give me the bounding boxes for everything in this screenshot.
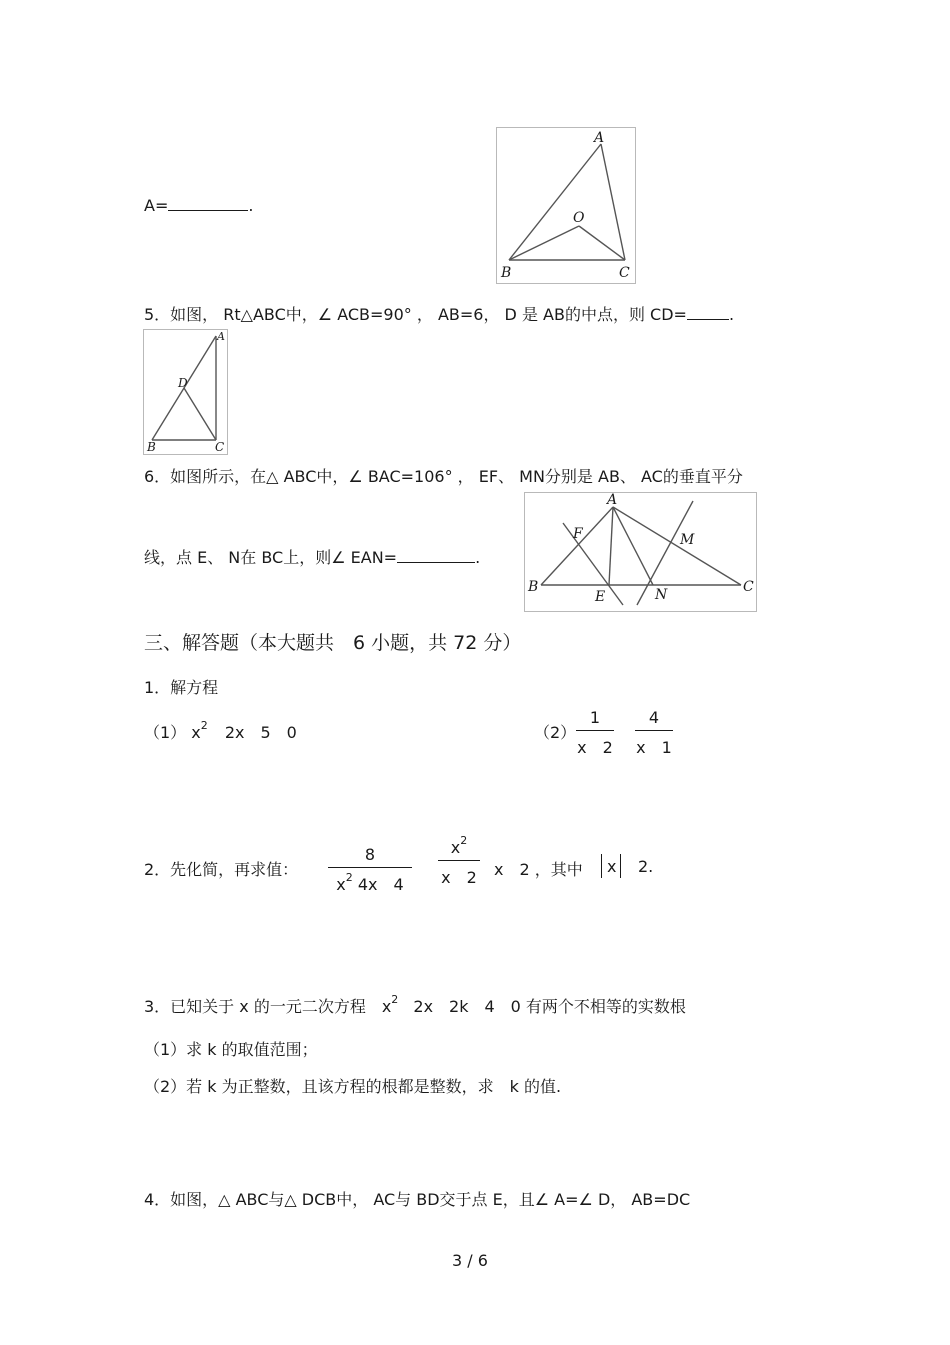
label-m: M: [680, 532, 695, 548]
fraction-bar: [635, 730, 673, 731]
label-a: A: [607, 493, 618, 508]
numerator: 4: [648, 708, 660, 727]
fraction-1: [576, 708, 614, 758]
problem-1-title: 1．解方程: [144, 678, 219, 697]
exponent: 2: [200, 719, 208, 732]
figure-perpendicular-bisectors: [524, 492, 757, 612]
figure-right-triangle: [143, 329, 228, 455]
fraction-2: [635, 708, 673, 758]
figure-triangle-abc-o: [496, 127, 636, 284]
question-6-line2-text: 线，点 E、 N在 BC上，则∠ EAN=: [144, 548, 398, 567]
q4-answer-line: [144, 196, 253, 215]
label-c: C: [743, 579, 754, 595]
fraction-1: [328, 845, 412, 895]
problem-1-part-1: [144, 720, 297, 743]
label-e: E: [595, 589, 606, 605]
problem-4: 4．如图，△ ABC与△ DCB中， AC与 BD交于点 E，且∠ A=∠ D， AB=DC: [144, 1190, 691, 1209]
exponent: 2: [391, 993, 399, 1006]
question-6-line2: [144, 545, 480, 568]
question-6-end: .: [475, 548, 481, 567]
problem-1-part-2-label: （2）: [534, 723, 577, 742]
label-o: O: [573, 210, 585, 226]
part-label: （1）: [144, 723, 187, 742]
label-b: B: [501, 265, 512, 281]
label-a: A: [217, 330, 225, 343]
problem-2-after: x 2 ，其中: [494, 860, 583, 879]
label-d: D: [178, 376, 188, 390]
question-5-end: .: [728, 305, 735, 324]
question-6-line1: 6．如图所示，在△ ABC中，∠ BAC=106° ， EF、 MN分别是 AB、 AC的垂直平分: [144, 467, 743, 486]
var-x: x: [336, 875, 346, 894]
problem-3-part-2: （2）若 k 为正整数，且该方程的根都是整数，求 k 的值.: [144, 1077, 562, 1096]
q4-answer-end: .: [248, 196, 254, 215]
label-c: C: [619, 265, 630, 281]
equation-rest: 2x 5 0: [224, 723, 297, 742]
answer-blank: [687, 305, 729, 320]
fraction-bar: [328, 867, 412, 868]
fraction-2: [438, 834, 480, 888]
question-5-text: 5．如图， Rt△ABC中，∠ ACB=90° ， AB=6， D 是 AB的中点，则 CD=: [144, 305, 687, 324]
exponent: 2: [460, 834, 468, 847]
denominator-rest: 4x 4: [357, 875, 404, 894]
answer-blank: [168, 196, 248, 211]
numerator: [438, 834, 480, 857]
label-a: A: [594, 130, 605, 146]
label-f: F: [573, 526, 583, 542]
label-b: B: [528, 579, 539, 595]
label-b: B: [147, 440, 156, 454]
answer-blank: [397, 548, 475, 563]
abs-bar-left: [601, 854, 602, 878]
label-n: N: [655, 587, 668, 603]
denominator: x 1: [636, 738, 672, 757]
page-number: 3 / 6: [452, 1251, 488, 1270]
problem-3-part-1: （1）求 k 的取值范围；: [144, 1040, 318, 1059]
abs-bar-right: [620, 854, 621, 878]
section-title: 三、解答题（本大题共 6 小题，共 72 分）: [144, 632, 522, 654]
abs-x: x: [607, 857, 617, 876]
question-5: [144, 302, 734, 325]
numerator: 8: [364, 845, 376, 864]
fraction-bar: [438, 860, 480, 861]
problem-3-text-b: 2x 2k 4 0 有两个不相等的实数根: [413, 997, 686, 1016]
denominator: x 2: [577, 738, 613, 757]
denominator: [328, 872, 412, 895]
fraction-bar: [576, 730, 614, 731]
problem-2-label: 2．先化简，再求值：: [144, 860, 299, 879]
problem-3-line1: [144, 994, 686, 1017]
label-c: C: [215, 440, 225, 454]
q4-answer-text: A=: [144, 196, 169, 215]
exponent: 2: [345, 871, 353, 884]
var-x: x: [450, 838, 461, 857]
numerator: 1: [589, 708, 601, 727]
denominator: x 2: [441, 868, 477, 887]
problem-3-text-a: 3．已知关于 x 的一元二次方程 x: [144, 997, 392, 1016]
var-x: x: [191, 723, 201, 742]
problem-2-value: 2.: [638, 857, 654, 876]
